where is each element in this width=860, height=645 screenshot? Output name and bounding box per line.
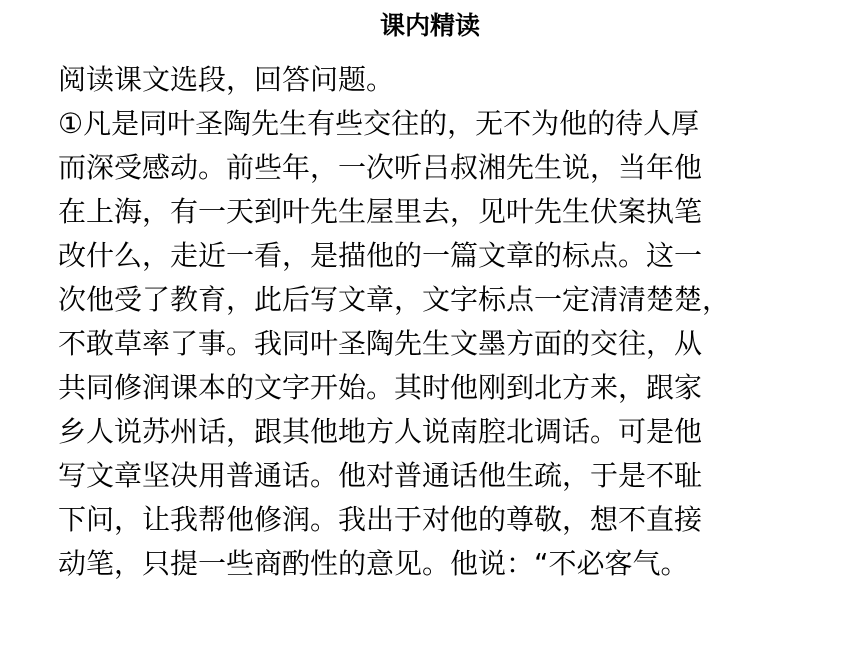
passage-line: 下问，让我帮他修润。我出于对他的尊敬，想不直接 — [58, 503, 703, 536]
page-title: 课内精读 — [379, 11, 480, 40]
passage-line: 次他受了教育，此后写文章，文字标点一定清清楚楚， — [58, 283, 731, 316]
reading-passage — [58, 58, 798, 586]
passage-line: 而深受感动。前些年，一次听吕叔湘先生说，当年他 — [58, 151, 703, 184]
passage-line: 在上海，有一天到叶先生屋里去，见叶先生伏案执笔 — [58, 195, 703, 228]
passage-line: 共同修润课本的文字开始。其时他刚到北方来，跟家 — [58, 371, 703, 404]
passage-line: 不敢草率了事。我同叶圣陶先生文墨方面的交往，从 — [58, 327, 703, 360]
passage-line: 写文章坚决用普通话。他对普通话他生疏，于是不耻 — [58, 459, 703, 492]
passage-line: 乡人说苏州话，跟其他地方人说南腔北调话。可是他 — [58, 415, 703, 448]
passage-instruction: 阅读课文选段，回答问题。 — [58, 63, 395, 96]
passage-line: 改什么，走近一看，是描他的一篇文章的标点。这一 — [58, 239, 703, 272]
passage-line: ①凡是同叶圣陶先生有些交往的，无不为他的待人厚 — [58, 107, 700, 140]
passage-line: 动笔，只提一些商酌性的意见。他说：“不必客气。 — [58, 547, 689, 580]
